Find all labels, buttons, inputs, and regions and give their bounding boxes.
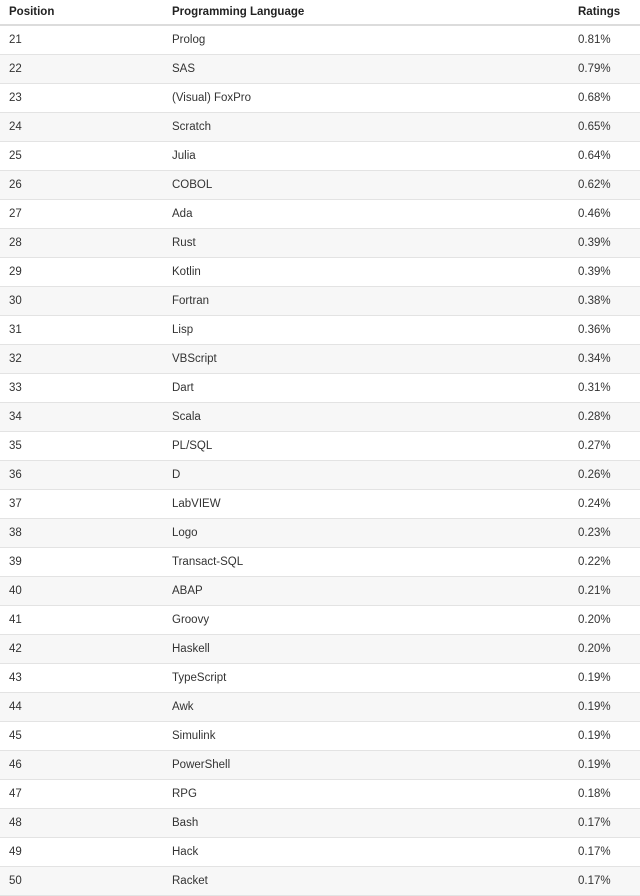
rating-cell: 0.65% xyxy=(578,121,611,133)
rating-cell: 0.81% xyxy=(578,34,611,46)
table-row xyxy=(0,229,640,258)
header-language: Programming Language xyxy=(172,6,305,18)
rating-cell: 0.46% xyxy=(578,208,611,220)
language-cell: PL/SQL xyxy=(172,440,213,452)
rating-cell: 0.17% xyxy=(578,817,611,829)
language-cell: VBScript xyxy=(172,353,217,365)
table-row xyxy=(0,809,640,838)
rating-cell: 0.19% xyxy=(578,759,611,771)
table-row xyxy=(0,55,640,84)
position-cell: 34 xyxy=(9,411,22,423)
language-cell: Haskell xyxy=(172,643,210,655)
language-cell: Dart xyxy=(172,382,194,394)
position-cell: 26 xyxy=(9,179,22,191)
rating-cell: 0.19% xyxy=(578,672,611,684)
table-row xyxy=(0,577,640,606)
position-cell: 47 xyxy=(9,788,22,800)
language-cell: Bash xyxy=(172,817,199,829)
table-row xyxy=(0,664,640,693)
table-row xyxy=(0,258,640,287)
position-cell: 41 xyxy=(9,614,22,626)
language-cell: (Visual) FoxPro xyxy=(172,92,252,104)
language-cell: Racket xyxy=(172,875,208,887)
table-row xyxy=(0,722,640,751)
rating-cell: 0.20% xyxy=(578,614,611,626)
table-row xyxy=(0,26,640,55)
position-cell: 24 xyxy=(9,121,22,133)
position-cell: 33 xyxy=(9,382,22,394)
language-cell: Groovy xyxy=(172,614,210,626)
rating-cell: 0.20% xyxy=(578,643,611,655)
table-row xyxy=(0,461,640,490)
table-row xyxy=(0,374,640,403)
position-cell: 49 xyxy=(9,846,22,858)
rating-cell: 0.39% xyxy=(578,237,611,249)
table-row xyxy=(0,548,640,577)
language-cell: Simulink xyxy=(172,730,216,742)
table-row xyxy=(0,635,640,664)
language-cell: Logo xyxy=(172,527,198,539)
rating-cell: 0.22% xyxy=(578,556,611,568)
language-cell: ABAP xyxy=(172,585,203,597)
language-cell: Ada xyxy=(172,208,193,220)
position-cell: 29 xyxy=(9,266,22,278)
rating-cell: 0.18% xyxy=(578,788,611,800)
position-cell: 39 xyxy=(9,556,22,568)
language-cell: Prolog xyxy=(172,34,206,46)
table-header xyxy=(0,0,640,26)
language-cell: Scratch xyxy=(172,121,211,133)
language-cell: Kotlin xyxy=(172,266,201,278)
position-cell: 28 xyxy=(9,237,22,249)
language-cell: Julia xyxy=(172,150,196,162)
language-cell: LabVIEW xyxy=(172,498,221,510)
position-cell: 38 xyxy=(9,527,22,539)
language-cell: COBOL xyxy=(172,179,213,191)
table-row xyxy=(0,84,640,113)
language-cell: Transact-SQL xyxy=(172,556,244,568)
table-row xyxy=(0,287,640,316)
table-row xyxy=(0,693,640,722)
position-cell: 44 xyxy=(9,701,22,713)
table-row xyxy=(0,519,640,548)
language-cell: Rust xyxy=(172,237,196,249)
rating-cell: 0.26% xyxy=(578,469,611,481)
position-cell: 50 xyxy=(9,875,22,887)
table-row xyxy=(0,171,640,200)
position-cell: 22 xyxy=(9,63,22,75)
rating-cell: 0.17% xyxy=(578,846,611,858)
rating-cell: 0.31% xyxy=(578,382,611,394)
position-cell: 32 xyxy=(9,353,22,365)
rating-cell: 0.28% xyxy=(578,411,611,423)
position-cell: 40 xyxy=(9,585,22,597)
language-cell: PowerShell xyxy=(172,759,231,771)
position-cell: 27 xyxy=(9,208,22,220)
rating-cell: 0.68% xyxy=(578,92,611,104)
position-cell: 35 xyxy=(9,440,22,452)
table-row xyxy=(0,113,640,142)
language-cell: SAS xyxy=(172,63,196,75)
rating-cell: 0.19% xyxy=(578,730,611,742)
language-cell: Hack xyxy=(172,846,199,858)
language-cell: RPG xyxy=(172,788,197,800)
rating-cell: 0.19% xyxy=(578,701,611,713)
table-row xyxy=(0,838,640,867)
table-row xyxy=(0,751,640,780)
rating-cell: 0.24% xyxy=(578,498,611,510)
position-cell: 25 xyxy=(9,150,22,162)
language-cell: Awk xyxy=(172,701,194,713)
table-row xyxy=(0,780,640,809)
table-row xyxy=(0,200,640,229)
table-body xyxy=(0,26,640,896)
table-row xyxy=(0,345,640,374)
language-cell: D xyxy=(172,469,181,481)
language-cell: TypeScript xyxy=(172,672,227,684)
header-position: Position xyxy=(9,6,55,18)
position-cell: 21 xyxy=(9,34,22,46)
table-row xyxy=(0,403,640,432)
table-row xyxy=(0,490,640,519)
rating-cell: 0.34% xyxy=(578,353,611,365)
rating-cell: 0.27% xyxy=(578,440,611,452)
rating-cell: 0.39% xyxy=(578,266,611,278)
position-cell: 36 xyxy=(9,469,22,481)
rating-cell: 0.38% xyxy=(578,295,611,307)
rating-cell: 0.79% xyxy=(578,63,611,75)
table-row xyxy=(0,432,640,461)
rating-cell: 0.23% xyxy=(578,527,611,539)
rating-cell: 0.17% xyxy=(578,875,611,887)
rating-cell: 0.64% xyxy=(578,150,611,162)
table-row xyxy=(0,316,640,345)
language-cell: Scala xyxy=(172,411,201,423)
position-cell: 30 xyxy=(9,295,22,307)
header-ratings: Ratings xyxy=(578,6,621,18)
position-cell: 45 xyxy=(9,730,22,742)
position-cell: 42 xyxy=(9,643,22,655)
language-cell: Fortran xyxy=(172,295,210,307)
rating-cell: 0.21% xyxy=(578,585,611,597)
position-cell: 37 xyxy=(9,498,22,510)
table-row xyxy=(0,142,640,171)
language-cell: Lisp xyxy=(172,324,194,336)
table-row xyxy=(0,606,640,635)
position-cell: 23 xyxy=(9,92,22,104)
position-cell: 43 xyxy=(9,672,22,684)
position-cell: 48 xyxy=(9,817,22,829)
rating-cell: 0.62% xyxy=(578,179,611,191)
rating-cell: 0.36% xyxy=(578,324,611,336)
position-cell: 31 xyxy=(9,324,22,336)
table-row xyxy=(0,867,640,896)
position-cell: 46 xyxy=(9,759,22,771)
